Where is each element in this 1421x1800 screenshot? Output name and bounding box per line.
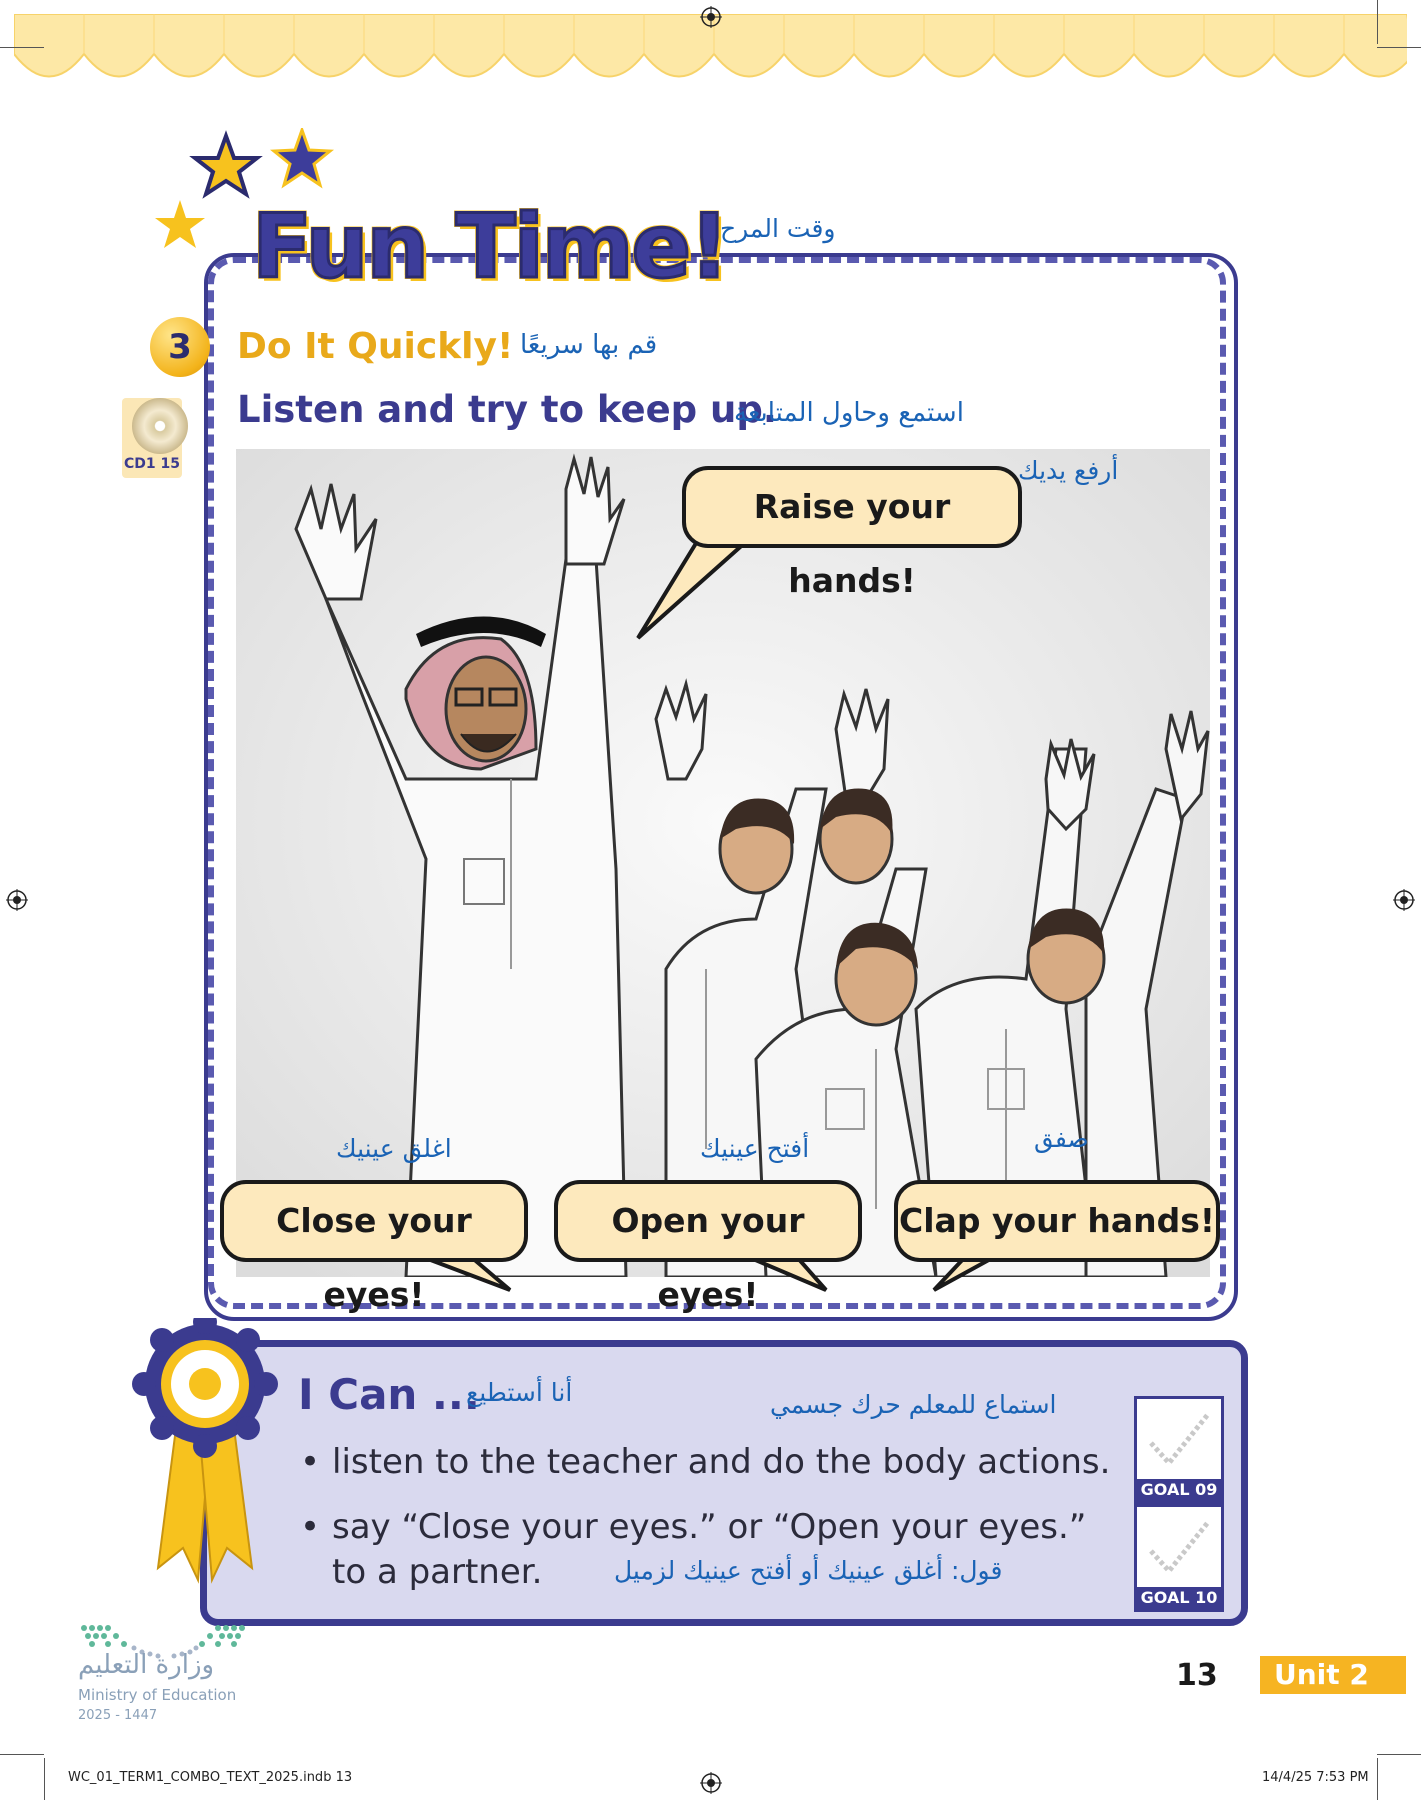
rosette-ribbon-icon [128, 1318, 282, 1588]
ministry-year: 2025 - 1447 [78, 1708, 158, 1723]
i-can-item-2-arabic: قول: أغلق عينيك أو أفتح عينيك لزميل [614, 1556, 1003, 1585]
page-title: Fun Time! [252, 195, 728, 298]
i-can-item-2-line-1: say “Close your eyes.” or “Open your eyes.” [332, 1507, 1087, 1547]
registration-mark-icon [700, 6, 722, 28]
i-can-title-arabic: أنا أستطيع [466, 1378, 573, 1407]
check-icon [1137, 1399, 1221, 1479]
page-title-arabic: وقت المرح [720, 214, 836, 243]
ministry-name-arabic: وزارة التعليم [78, 1650, 215, 1680]
activity-heading-arabic: قم بها سريعًا [520, 330, 658, 360]
page-number: 13 [1176, 1658, 1218, 1693]
i-can-item-1-arabic: استماع للمعلم حرك جسمي [770, 1390, 1057, 1419]
goal-10-label: GOAL 10 [1137, 1587, 1221, 1609]
print-file-info: WC_01_TERM1_COMBO_TEXT_2025.indb 13 [68, 1770, 353, 1785]
ministry-name-english: Ministry of Education [78, 1686, 237, 1704]
crop-mark [1377, 1754, 1421, 1755]
registration-mark-icon [1393, 889, 1415, 911]
crop-mark [0, 47, 44, 48]
check-icon [1137, 1507, 1221, 1587]
bubble-open-your-eyes: Open your eyes! [554, 1180, 862, 1262]
bubble-clap-arabic: صفق [1034, 1124, 1089, 1153]
activity-heading: Do It Quickly! [237, 326, 514, 367]
cd-icon[interactable] [132, 398, 188, 454]
bubble-tail-raise [636, 538, 756, 648]
activity-number-badge: 3 [150, 317, 210, 377]
activity-instruction: Listen and try to keep up. [237, 388, 777, 431]
crop-mark [1377, 47, 1421, 48]
bubble-close-your-eyes: Close your eyes! [220, 1180, 528, 1262]
goal-09-checkbox[interactable] [1134, 1396, 1224, 1504]
crop-mark [1377, 0, 1378, 44]
registration-mark-icon [6, 889, 28, 911]
bubble-raise-arabic: أرفع يديك [1018, 456, 1119, 485]
crop-mark [0, 1754, 44, 1755]
activity-instruction-arabic: استمع وحاول المتابعة [734, 398, 964, 428]
i-can-item-2-line-2: to a partner. [332, 1552, 543, 1592]
registration-mark-icon [700, 1772, 722, 1794]
audio-track-label: CD1 15 [124, 456, 180, 472]
print-timestamp: 14/4/25 7:53 PM [1262, 1770, 1369, 1785]
i-can-title: I Can ... [298, 1370, 480, 1419]
unit-tab: Unit 2 [1260, 1656, 1406, 1694]
crop-mark [1377, 1758, 1378, 1800]
bubble-raise-your-hands: Raise your hands! [682, 466, 1022, 548]
bubble-close-arabic: اغلق عينيك [336, 1134, 452, 1163]
i-can-item-1: listen to the teacher and do the body actions. [332, 1442, 1111, 1482]
bubble-open-arabic: أفتح عينيك [700, 1134, 810, 1163]
goal-10-checkbox[interactable] [1134, 1504, 1224, 1612]
goal-09-label: GOAL 09 [1137, 1479, 1221, 1501]
crop-mark [44, 1758, 45, 1800]
bullet-dot: • [300, 1507, 321, 1547]
bullet-dot: • [300, 1442, 321, 1482]
bubble-clap-your-hands: Clap your hands! [894, 1180, 1220, 1262]
